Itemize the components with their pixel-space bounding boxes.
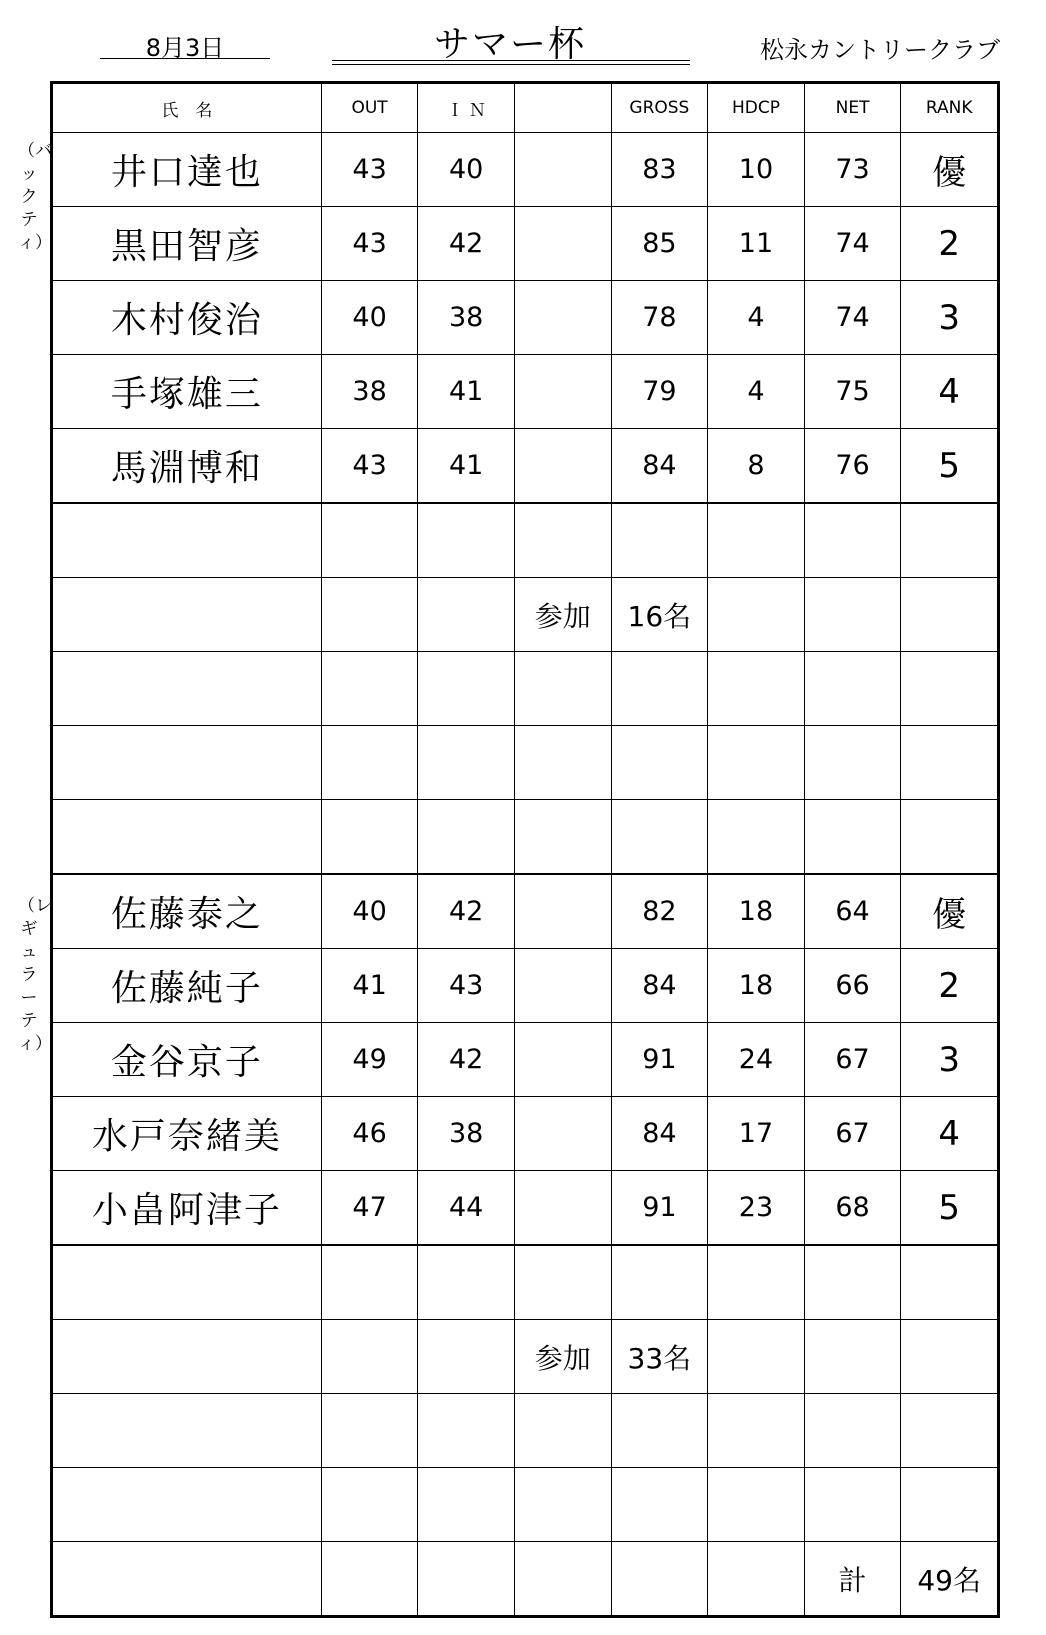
title-underline-2 xyxy=(332,64,690,65)
table-cell xyxy=(804,578,901,652)
table-cell xyxy=(514,949,611,1023)
table-cell: 黒田智彦 xyxy=(53,207,322,281)
table-cell: 38 xyxy=(321,355,418,429)
table-cell: 73 xyxy=(804,133,901,207)
table-cell xyxy=(514,1097,611,1171)
table-cell xyxy=(514,133,611,207)
table-cell xyxy=(611,652,708,726)
col-header-in: Ｉ Ｎ xyxy=(418,84,515,133)
table-cell xyxy=(418,1394,515,1468)
table-cell: 優 xyxy=(901,874,998,949)
table-row xyxy=(53,133,998,207)
table-row xyxy=(53,1171,998,1246)
table-cell: 16名 xyxy=(611,578,708,652)
table-cell xyxy=(708,1542,805,1616)
date: 8月3日 xyxy=(145,34,225,62)
table-cell: 42 xyxy=(418,874,515,949)
table-cell xyxy=(321,1245,418,1320)
table-cell xyxy=(514,355,611,429)
col-header-rank: RANK xyxy=(901,84,998,133)
table-cell: 41 xyxy=(418,355,515,429)
table-cell: 78 xyxy=(611,281,708,355)
col-header-gross: GROSS xyxy=(611,84,708,133)
table-row xyxy=(53,652,998,726)
table-row xyxy=(53,1394,998,1468)
table-cell: 小畠阿津子 xyxy=(53,1171,322,1246)
table-cell: 佐藤純子 xyxy=(53,949,322,1023)
table-cell: 4 xyxy=(901,355,998,429)
table-cell xyxy=(514,652,611,726)
table-cell xyxy=(321,726,418,800)
table-cell xyxy=(708,1245,805,1320)
table-cell: 75 xyxy=(804,355,901,429)
table-row xyxy=(53,874,998,949)
table-cell xyxy=(901,1245,998,1320)
col-header-net: NET xyxy=(804,84,901,133)
table-cell: 手塚雄三 xyxy=(53,355,322,429)
table-row xyxy=(53,800,998,875)
table-cell xyxy=(901,1468,998,1542)
table-cell: 74 xyxy=(804,281,901,355)
table-cell xyxy=(514,281,611,355)
table-cell: 38 xyxy=(418,281,515,355)
table-cell xyxy=(901,1394,998,1468)
table-cell xyxy=(514,503,611,578)
table-cell xyxy=(418,503,515,578)
table-cell: 参加 xyxy=(514,1320,611,1394)
table-cell xyxy=(418,1542,515,1616)
table-cell xyxy=(804,652,901,726)
table-cell xyxy=(708,726,805,800)
table-row xyxy=(53,503,998,578)
table-cell xyxy=(708,1468,805,1542)
title-underline xyxy=(332,60,690,61)
table-cell: 64 xyxy=(804,874,901,949)
col-header-blank xyxy=(514,84,611,133)
table-cell xyxy=(611,1468,708,1542)
table-cell xyxy=(514,429,611,504)
table-cell xyxy=(53,800,322,875)
club-name: 松永カントリークラブ xyxy=(760,36,1000,64)
table-cell: 木村俊治 xyxy=(53,281,322,355)
table-cell xyxy=(804,1320,901,1394)
table-cell xyxy=(321,1542,418,1616)
table-cell: 42 xyxy=(418,1023,515,1097)
table-cell xyxy=(418,1320,515,1394)
table-cell: 67 xyxy=(804,1023,901,1097)
table-cell: 金谷京子 xyxy=(53,1023,322,1097)
table-cell xyxy=(514,1171,611,1246)
table-cell xyxy=(804,1245,901,1320)
page-title: サマー杯 xyxy=(433,24,586,65)
table-cell xyxy=(611,1245,708,1320)
table-row xyxy=(53,1097,998,1171)
table-cell xyxy=(418,1245,515,1320)
table-cell: 84 xyxy=(611,949,708,1023)
table-cell: 46 xyxy=(321,1097,418,1171)
table-cell: 84 xyxy=(611,429,708,504)
table-cell xyxy=(53,1245,322,1320)
table-cell xyxy=(611,1394,708,1468)
col-header-hdcp: HDCP xyxy=(708,84,805,133)
table-cell: 43 xyxy=(418,949,515,1023)
table-row xyxy=(53,207,998,281)
table-cell xyxy=(901,578,998,652)
table-cell: 91 xyxy=(611,1171,708,1246)
table-cell xyxy=(418,578,515,652)
table-cell: 3 xyxy=(901,1023,998,1097)
table-cell xyxy=(708,503,805,578)
table-cell: 84 xyxy=(611,1097,708,1171)
table-cell: 5 xyxy=(901,429,998,504)
table-cell: 2 xyxy=(901,949,998,1023)
table-cell xyxy=(804,1468,901,1542)
table-row xyxy=(53,429,998,504)
table-cell: 42 xyxy=(418,207,515,281)
table-cell xyxy=(514,1542,611,1616)
table-cell xyxy=(321,1394,418,1468)
table-row xyxy=(53,355,998,429)
table-cell xyxy=(901,652,998,726)
table-cell: 2 xyxy=(901,207,998,281)
score-table xyxy=(52,83,998,1616)
table-cell xyxy=(418,800,515,875)
table-cell xyxy=(418,1468,515,1542)
col-header-out: OUT xyxy=(321,84,418,133)
table-cell xyxy=(708,652,805,726)
table-cell xyxy=(708,578,805,652)
table-cell: 47 xyxy=(321,1171,418,1246)
table-cell xyxy=(804,800,901,875)
table-cell xyxy=(901,800,998,875)
table-cell: 11 xyxy=(708,207,805,281)
table-cell xyxy=(53,1542,322,1616)
table-cell: 33名 xyxy=(611,1320,708,1394)
table-cell: 4 xyxy=(708,281,805,355)
table-cell xyxy=(708,1394,805,1468)
table-cell: 38 xyxy=(418,1097,515,1171)
table-cell: 83 xyxy=(611,133,708,207)
table-row xyxy=(53,578,998,652)
table-cell xyxy=(53,1468,322,1542)
table-cell: 68 xyxy=(804,1171,901,1246)
table-cell: 40 xyxy=(321,281,418,355)
table-cell: 8 xyxy=(708,429,805,504)
table-cell: 49 xyxy=(321,1023,418,1097)
table-cell: 4 xyxy=(708,355,805,429)
table-cell: 10 xyxy=(708,133,805,207)
table-cell: 74 xyxy=(804,207,901,281)
table-cell xyxy=(418,652,515,726)
table-row xyxy=(53,281,998,355)
table-cell: 佐藤泰之 xyxy=(53,874,322,949)
table-cell: 水戸奈緒美 xyxy=(53,1097,322,1171)
table-cell: 参加 xyxy=(514,578,611,652)
table-cell: 40 xyxy=(418,133,515,207)
table-cell xyxy=(514,1468,611,1542)
table-cell: 67 xyxy=(804,1097,901,1171)
table-cell xyxy=(53,726,322,800)
table-cell: 馬淵博和 xyxy=(53,429,322,504)
table-cell: 井口達也 xyxy=(53,133,322,207)
table-cell xyxy=(321,800,418,875)
table-row xyxy=(53,949,998,1023)
table-row xyxy=(53,726,998,800)
table-cell: 41 xyxy=(418,429,515,504)
table-cell: 43 xyxy=(321,207,418,281)
table-cell xyxy=(53,578,322,652)
table-cell: 66 xyxy=(804,949,901,1023)
table-cell: 49名 xyxy=(901,1542,998,1616)
table-row xyxy=(53,1542,998,1616)
table-cell xyxy=(53,652,322,726)
table-cell xyxy=(514,1394,611,1468)
table-cell xyxy=(708,800,805,875)
table-cell xyxy=(804,503,901,578)
table-cell xyxy=(321,652,418,726)
table-cell xyxy=(321,503,418,578)
table-cell: 3 xyxy=(901,281,998,355)
table-cell xyxy=(611,1542,708,1616)
table-cell: 44 xyxy=(418,1171,515,1246)
table-cell xyxy=(804,726,901,800)
table-cell xyxy=(321,1468,418,1542)
table-cell xyxy=(901,503,998,578)
back-tee-label: （バックティ） xyxy=(18,141,52,253)
table-cell: 24 xyxy=(708,1023,805,1097)
table-cell xyxy=(418,726,515,800)
table-cell xyxy=(708,1320,805,1394)
table-cell xyxy=(514,207,611,281)
table-row xyxy=(53,1245,998,1320)
table-cell xyxy=(514,800,611,875)
table-cell: 76 xyxy=(804,429,901,504)
table-row xyxy=(53,1023,998,1097)
table-cell xyxy=(514,1023,611,1097)
table-cell: 79 xyxy=(611,355,708,429)
table-cell: 4 xyxy=(901,1097,998,1171)
table-cell: 85 xyxy=(611,207,708,281)
table-cell: 43 xyxy=(321,133,418,207)
table-cell xyxy=(53,503,322,578)
regular-tee-label: （レギュラーティ） xyxy=(18,896,52,1054)
table-cell: 5 xyxy=(901,1171,998,1246)
table-row xyxy=(53,1468,998,1542)
table-cell xyxy=(514,1245,611,1320)
table-cell: 41 xyxy=(321,949,418,1023)
table-cell xyxy=(901,1320,998,1394)
table-cell xyxy=(611,726,708,800)
table-row xyxy=(53,1320,998,1394)
table-cell xyxy=(804,1394,901,1468)
table-cell xyxy=(901,726,998,800)
table-cell: 18 xyxy=(708,874,805,949)
table-cell: 91 xyxy=(611,1023,708,1097)
col-header-name: 氏 名 xyxy=(53,84,322,133)
table-cell xyxy=(53,1320,322,1394)
table-cell xyxy=(53,1394,322,1468)
table-cell xyxy=(321,1320,418,1394)
table-cell: 23 xyxy=(708,1171,805,1246)
table-cell xyxy=(611,800,708,875)
table-cell xyxy=(514,874,611,949)
table-cell: 優 xyxy=(901,133,998,207)
table-cell xyxy=(514,726,611,800)
table-cell: 43 xyxy=(321,429,418,504)
date-underline xyxy=(100,58,270,59)
table-cell xyxy=(611,503,708,578)
header-row xyxy=(53,84,998,133)
table-cell: 82 xyxy=(611,874,708,949)
table-cell: 18 xyxy=(708,949,805,1023)
table-cell: 40 xyxy=(321,874,418,949)
table-cell xyxy=(321,578,418,652)
table-cell: 17 xyxy=(708,1097,805,1171)
table-cell: 計 xyxy=(804,1542,901,1616)
